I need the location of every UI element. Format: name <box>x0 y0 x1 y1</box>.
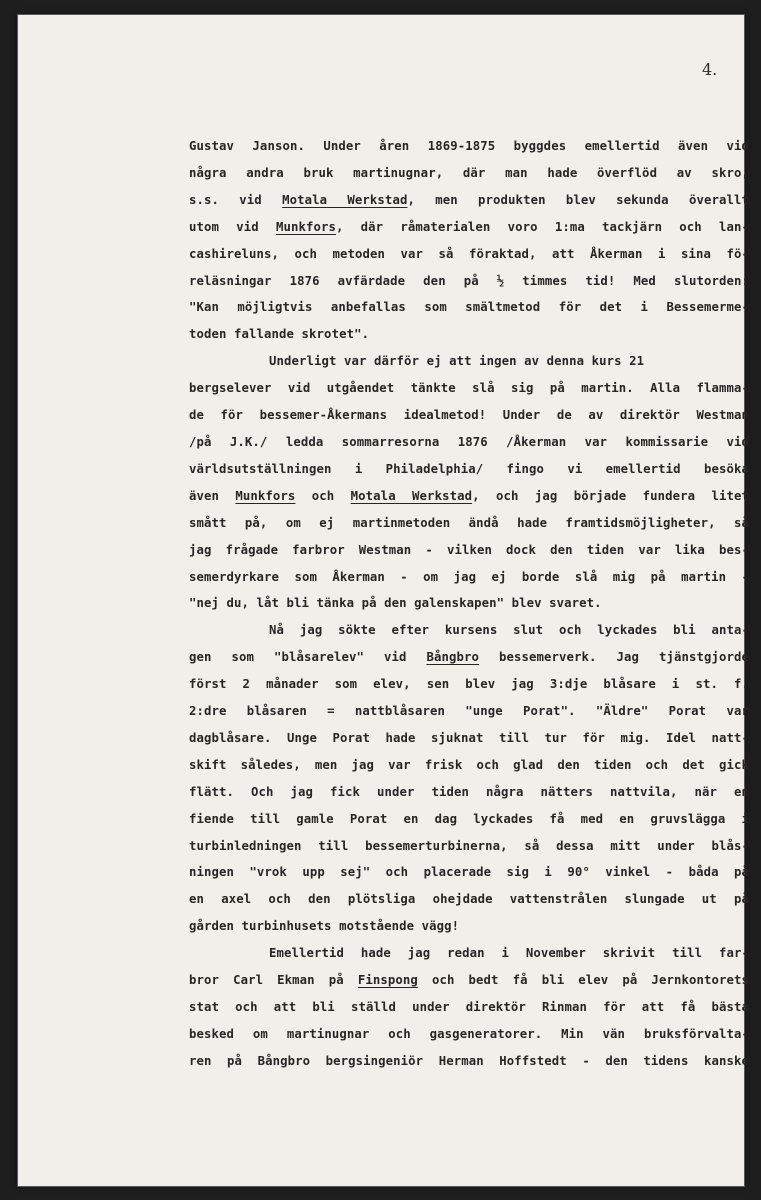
text-segment: Emellertid hade jag redan i November skrivit till far- <box>269 946 749 961</box>
page-number: 4. <box>702 60 718 79</box>
text-segment: flätt. Och jag fick under tiden några nätters nattvila, när en <box>189 784 749 799</box>
text-segment: även <box>189 488 236 503</box>
text-line <box>189 564 749 591</box>
text-segment: smått på, om ej martinmetoden ändå hade framtidsmöjligheter, så <box>189 515 749 530</box>
text-line <box>189 644 749 671</box>
text-line <box>189 806 749 833</box>
text-line <box>189 294 749 321</box>
text-line <box>189 779 749 806</box>
text-segment: cashireluns, och metoden var så föraktad, att Åkerman i sina fö- <box>189 246 749 261</box>
text-segment: de för bessemer-Åkermans idealmetod! Under de av direktör Westman <box>189 408 749 423</box>
text-segment: dagblåsare. Unge Porat hade sjuknat till tur för mig. Idel natt- <box>189 730 749 745</box>
text-segment: 2:dre blåsaren = nattblåsaren "unge Porat". "Äldre" Porat var <box>189 704 749 719</box>
text-segment: gen som "blåsarelev" vid <box>189 650 427 665</box>
text-line <box>189 940 749 967</box>
text-line <box>189 590 749 617</box>
text-line <box>189 913 749 940</box>
text-segment: bror Carl Ekman på <box>189 973 358 988</box>
text-line <box>189 537 749 564</box>
text-segment: en axel och den plötsliga ohejdade vattenstrålen slungade ut på <box>189 892 749 907</box>
text-segment: semerdyrkare som Åkerman - om jag ej borde slå mig på martin - <box>189 569 749 584</box>
text-line <box>189 1021 749 1048</box>
text-segment: , och jag började fundera litet <box>472 488 749 503</box>
text-line <box>189 698 749 725</box>
underlined-place-name: Motala Werkstad <box>282 192 408 207</box>
underlined-place-name: Munkfors <box>275 219 336 234</box>
text-line <box>189 617 749 644</box>
text-line <box>189 348 749 375</box>
text-segment: besked om martinugnar och gasgeneratorer. Min vän bruksförvalta- <box>189 1026 749 1041</box>
text-segment: några andra bruk martinugnar, där man hade överflöd av skro, <box>189 165 749 180</box>
text-segment: , där råmaterialen voro 1:ma tackjärn och lan- <box>335 219 750 234</box>
text-line <box>189 241 749 268</box>
underlined-place-name: Motala Werkstad <box>350 488 473 503</box>
text-line <box>189 994 749 1021</box>
text-line <box>189 510 749 537</box>
text-segment: Nå jag sökte efter kursens slut och lyckades bli anta- <box>269 623 749 638</box>
text-segment: fiende till gamle Porat en dag lyckades få med en gruvslägga i <box>189 811 749 826</box>
text-segment: "Kan möjligtvis anbefallas som smältmetod för det i Bessemerme- <box>189 300 749 315</box>
text-segment: reläsningar 1876 avfärdade den på ½ timmes tid! Med slutorden: <box>189 273 749 288</box>
text-segment: Underligt var därför ej att ingen av denna kurs 21 <box>269 354 645 369</box>
typed-text-body <box>189 133 749 1075</box>
text-line <box>189 752 749 779</box>
text-segment: först 2 månader som elev, sen blev jag 3:dje blåsare i st. f. <box>189 677 749 692</box>
text-line <box>189 859 749 886</box>
text-segment: bessemerverk. Jag tjänstgjorde <box>478 650 749 665</box>
text-line <box>189 375 749 402</box>
text-segment: toden fallande skrotet". <box>189 327 370 342</box>
underlined-place-name: Munkfors <box>235 488 296 503</box>
text-line <box>189 671 749 698</box>
text-segment: /på J.K./ ledda sommarresorna 1876 /Åkerman var kommissarie vid <box>189 434 749 449</box>
text-segment: , men produkten blev sekunda överallt <box>407 192 750 207</box>
text-line <box>189 402 749 429</box>
text-line <box>189 967 749 994</box>
text-line <box>189 1048 749 1075</box>
text-line <box>189 133 749 160</box>
text-line <box>189 214 749 241</box>
text-line <box>189 429 749 456</box>
text-segment: bergselever vid utgåendet tänkte slå sig på martin. Alla flamma- <box>189 381 749 396</box>
text-line <box>189 187 749 214</box>
text-segment: jag frågade farbror Westman - vilken dock den tiden var lika bes- <box>189 542 749 557</box>
text-segment: turbinledningen till bessemerturbinerna, så dessa mitt under blås- <box>189 838 749 853</box>
text-line <box>189 456 749 483</box>
text-segment: världsutställningen i Philadelphia/ fingo vi emellertid besöka <box>189 461 749 476</box>
text-line <box>189 160 749 187</box>
text-line <box>189 886 749 913</box>
text-segment: gården turbinhusets motstående vägg! <box>189 919 460 934</box>
text-segment: ren på Bångbro bergsingeniör Herman Hoffstedt - den tidens kanske <box>189 1053 749 1068</box>
text-line <box>189 483 749 510</box>
text-line <box>189 725 749 752</box>
underlined-place-name: Finspong <box>357 973 418 988</box>
text-segment: ningen "vrok upp sej" och placerade sig i 90° vinkel - båda på <box>189 865 749 880</box>
document-page <box>18 15 750 1186</box>
text-segment: s.s. vid <box>189 192 283 207</box>
text-segment: Gustav Janson. Under åren 1869-1875 byggdes emellertid även vid <box>189 139 749 153</box>
text-segment: och <box>295 488 351 503</box>
text-line <box>189 321 749 348</box>
text-segment: skift således, men jag var frisk och glad den tiden och det gick <box>189 757 749 772</box>
text-segment: stat och att bli ställd under direktör Rinman för att få bästa <box>189 1000 749 1014</box>
text-segment: utom vid <box>189 219 276 234</box>
underlined-place-name: Bångbro <box>426 650 479 665</box>
text-segment: och bedt få bli elev på Jernkontorets <box>417 973 749 988</box>
text-line <box>189 833 749 860</box>
text-segment: "nej du, låt bli tänka på den galenskapen" blev svaret. <box>189 596 602 611</box>
text-line <box>189 268 749 295</box>
